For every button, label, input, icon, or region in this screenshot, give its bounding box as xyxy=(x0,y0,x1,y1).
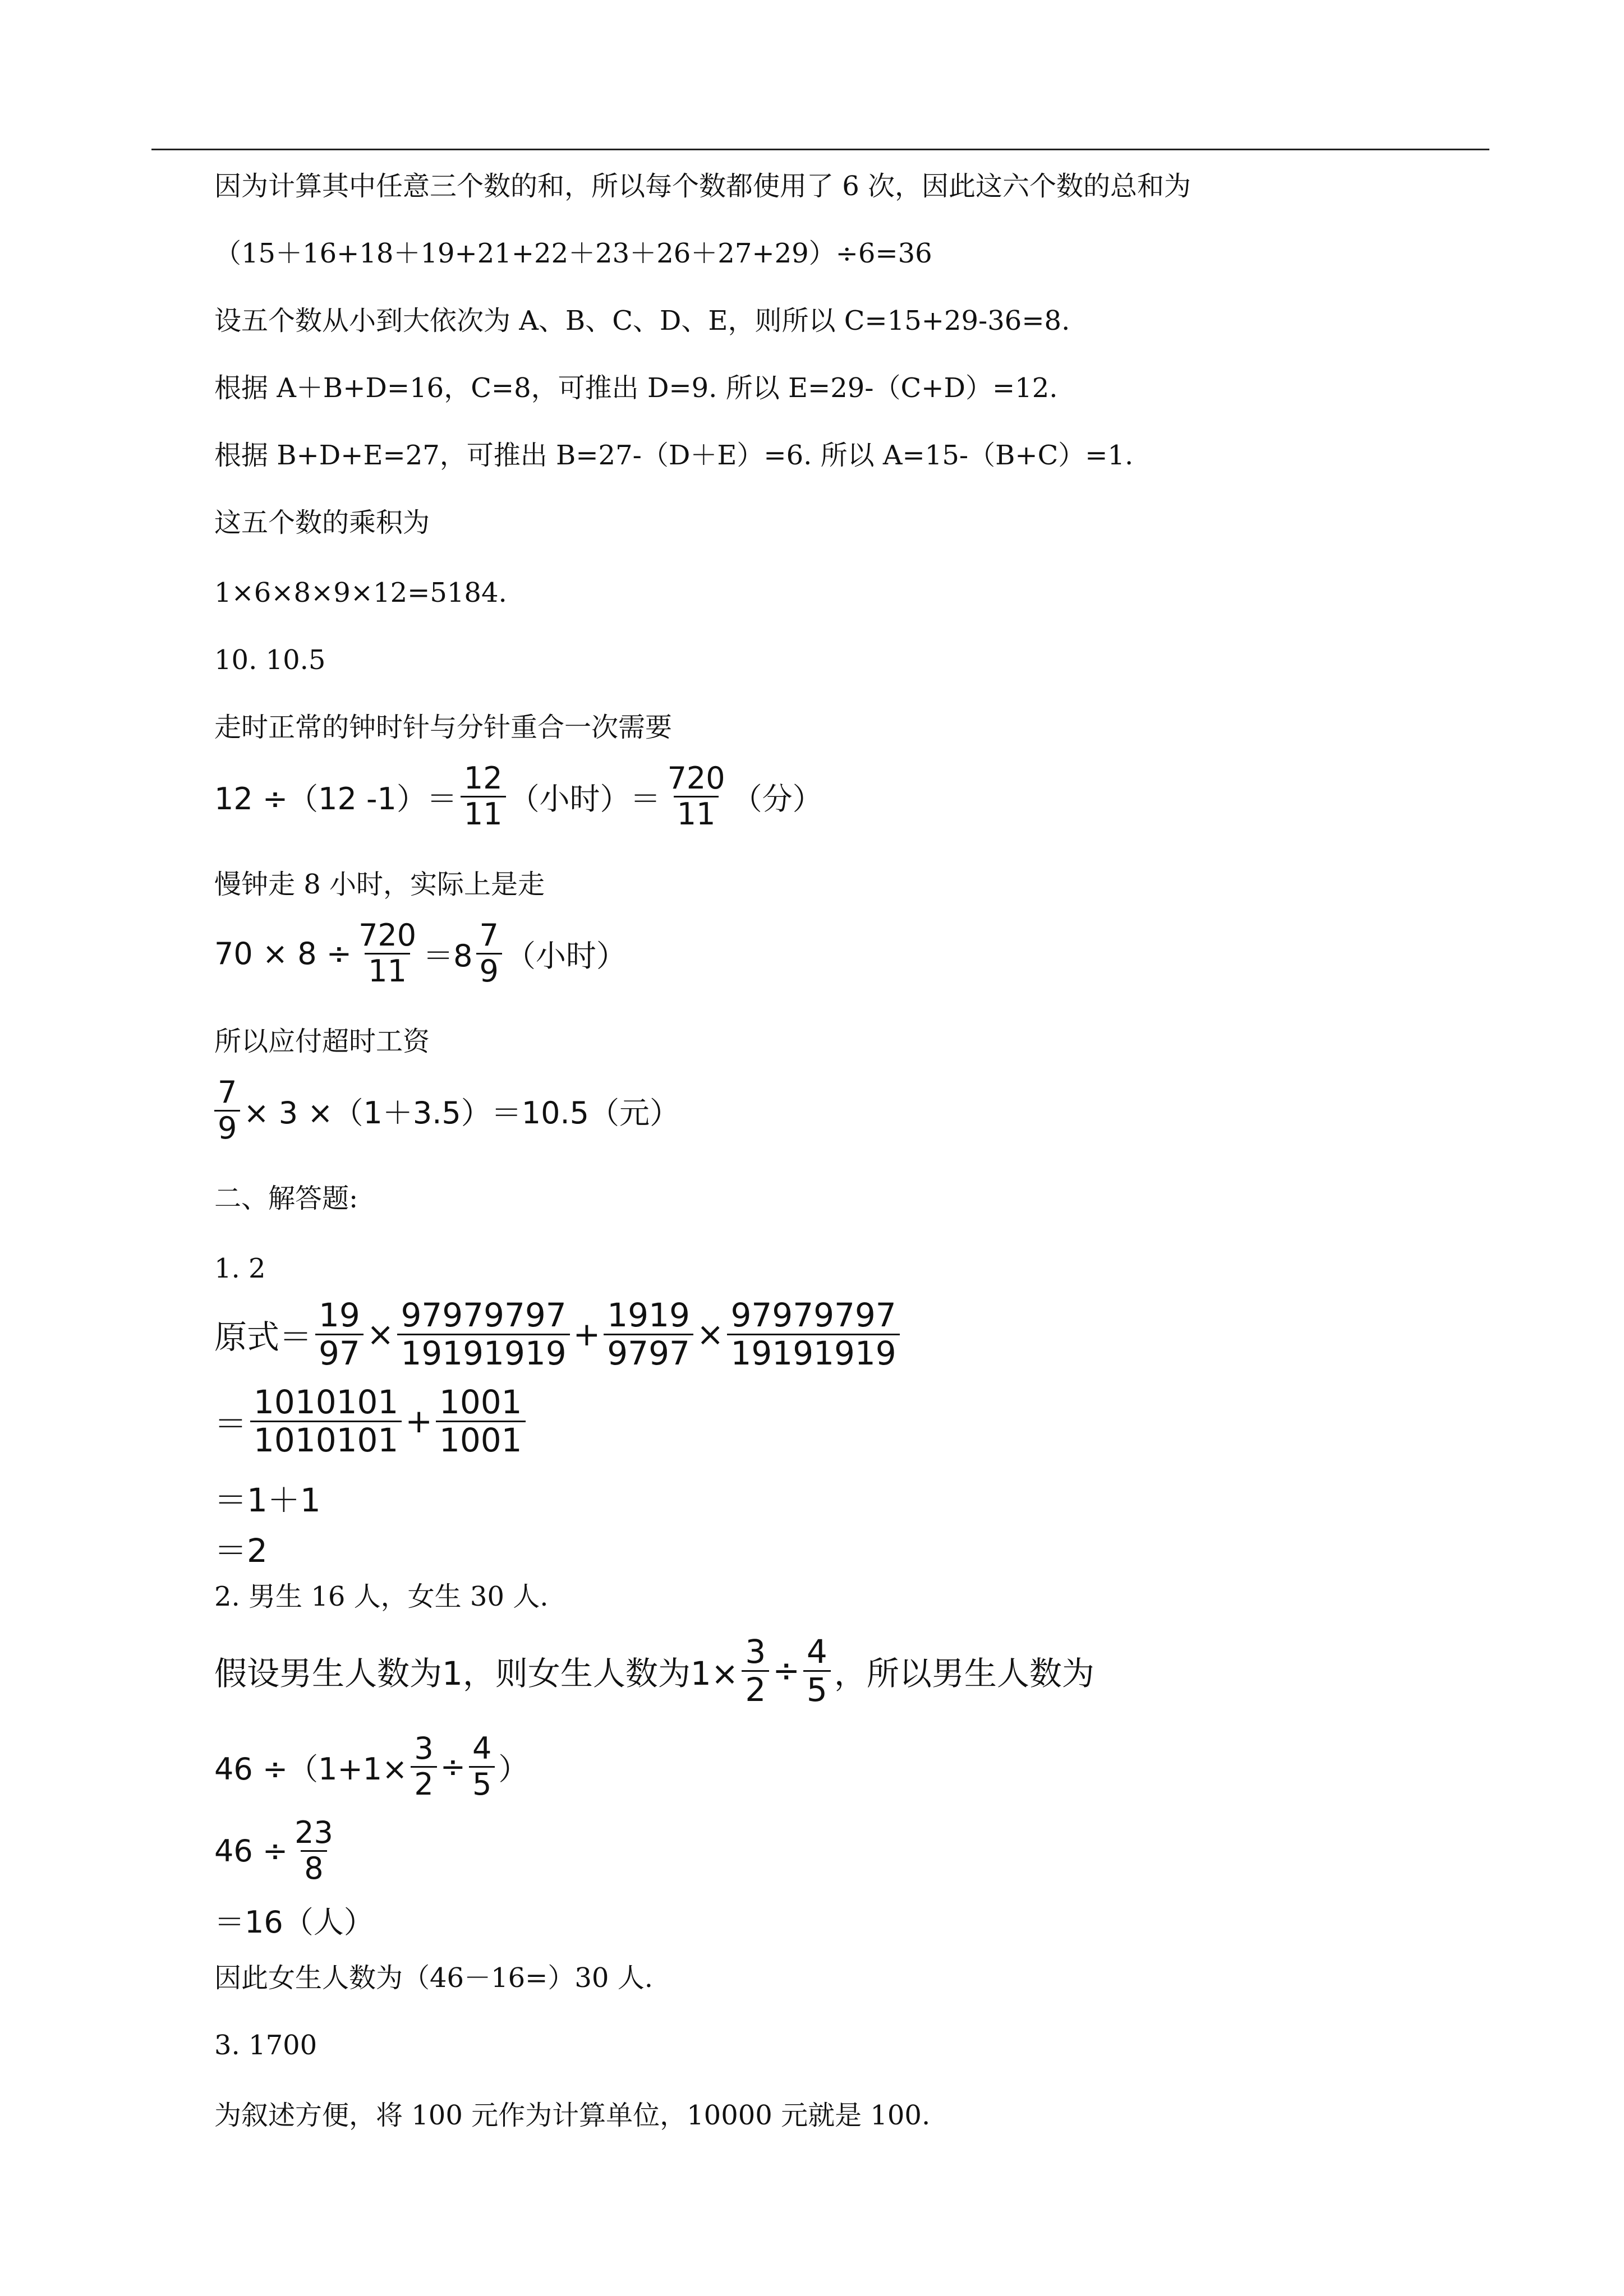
eq2-mixed-fraction xyxy=(476,920,502,987)
text-line-3: 设五个数从小到大依次为 A、B、C、D、E，则所以 C=15+29-36=8. xyxy=(214,305,1070,336)
eq5-fraction-2 xyxy=(436,1385,526,1458)
eq4-f3-denominator: 9797 xyxy=(604,1334,693,1371)
eq1-part-b: （小时）＝ xyxy=(509,781,661,817)
eq4-f1-denominator: 97 xyxy=(315,1334,364,1371)
equation-assumption xyxy=(214,1635,1094,1707)
eq2-part-c: （小时） xyxy=(505,938,627,974)
equation-simplified xyxy=(214,1385,529,1458)
eq9-fraction-1 xyxy=(411,1733,436,1800)
answer-number-2: 2. 男生 16 人，女生 30 人. xyxy=(214,1581,549,1612)
text-line-7: 1×6×8×9×12=5184. xyxy=(214,577,507,608)
eq4-f2-numerator: 97979797 xyxy=(401,1296,567,1334)
eq4-f1-numerator: 19 xyxy=(319,1296,360,1334)
equation-slow-clock xyxy=(214,920,627,987)
equation-result-two: ＝2 xyxy=(214,1532,268,1570)
text-line-10: 慢钟走 8 小时，实际上是走 xyxy=(214,869,545,900)
answer-number-3: 3. 1700 xyxy=(214,2030,318,2061)
eq9-part-b: ÷ xyxy=(440,1749,466,1785)
eq5-f1-denominator: 1010101 xyxy=(250,1421,402,1458)
eq4-f2-denominator: 19191919 xyxy=(397,1334,569,1371)
answer-number-10: 10. 10.5 xyxy=(214,644,326,676)
text-line-1: 因为计算其中任意三个数的和，所以每个数都使用了 6 次，因此这六个数的总和为 xyxy=(214,170,1191,202)
eq1-part-c: （分） xyxy=(732,781,823,817)
equation-clock-overlap xyxy=(214,760,823,832)
eq4-fraction-1 xyxy=(315,1298,364,1371)
eq9-f2-numerator: 4 xyxy=(472,1731,492,1766)
text-line-6: 这五个数的乘积为 xyxy=(214,507,430,538)
text-line-2: （15＋16+18＋19+21+22＋23＋26＋27+29）÷6=36 xyxy=(214,238,932,269)
text-line-5: 根据 B+D+E=27，可推出 B=27-（D＋E）=6. 所以 A=15-（B+C）=1. xyxy=(214,440,1134,471)
equation-original-expression xyxy=(214,1298,903,1371)
eq8-f2-denominator: 5 xyxy=(803,1670,831,1707)
eq9-f2-denominator: 5 xyxy=(469,1766,495,1801)
eq5-f2-denominator: 1001 xyxy=(436,1421,526,1458)
eq8-f1-denominator: 2 xyxy=(742,1670,769,1707)
eq5-plus: + xyxy=(405,1402,433,1441)
eq8-fraction-1 xyxy=(742,1635,769,1707)
eq3-fraction xyxy=(214,1077,240,1144)
eq8-part-b: ÷ xyxy=(772,1652,800,1690)
eq4-f3-numerator: 1919 xyxy=(607,1296,690,1334)
eq5-fraction-1 xyxy=(250,1385,402,1458)
eq4-fraction-4 xyxy=(727,1298,899,1371)
eq2-numerator: 720 xyxy=(358,918,417,953)
eq2-part-a: 70 × 8 ÷ xyxy=(214,935,352,971)
eq1-f1-numerator: 12 xyxy=(463,760,503,796)
eq2-denominator: 11 xyxy=(365,953,410,988)
eq10-numerator: 23 xyxy=(295,1815,333,1850)
eq4-f4-numerator: 97979797 xyxy=(730,1296,896,1334)
equation-boys-count xyxy=(214,1733,528,1800)
eq4-fraction-2 xyxy=(397,1298,569,1371)
equation-one-plus-one: ＝1＋1 xyxy=(214,1481,321,1519)
eq2-fraction xyxy=(355,920,420,987)
eq2-mixed-numerator: 7 xyxy=(479,918,499,953)
eq1-fraction-1 xyxy=(461,760,506,832)
eq4-f4-denominator: 19191919 xyxy=(727,1334,899,1371)
eq10-denominator: 8 xyxy=(301,1850,326,1885)
eq1-f1-denominator: 11 xyxy=(461,796,506,831)
equation-result-sixteen: ＝16（人） xyxy=(214,1905,374,1940)
eq1-f2-denominator: 11 xyxy=(674,796,719,831)
text-line-15: 因此女生人数为（46－16=）30 人. xyxy=(214,1962,653,1994)
eq4-plus: + xyxy=(573,1315,601,1354)
eq3-numerator: 7 xyxy=(218,1075,237,1110)
eq4-part-a: 原式＝ xyxy=(214,1318,312,1357)
equation-divide xyxy=(214,1817,340,1884)
eq9-f1-denominator: 2 xyxy=(411,1766,436,1801)
equation-overtime-pay xyxy=(214,1077,680,1144)
eq3-part-b: × 3 ×（1＋3.5）＝10.5（元） xyxy=(243,1095,680,1131)
eq8-part-a: 假设男生人数为1，则女生人数为1× xyxy=(214,1654,739,1693)
text-line-11: 所以应付超时工资 xyxy=(214,1026,430,1057)
eq4-times-1: × xyxy=(366,1315,394,1354)
section-heading: 二、解答题: xyxy=(214,1183,358,1214)
eq5-f1-numerator: 1010101 xyxy=(254,1383,399,1421)
eq9-f1-numerator: 3 xyxy=(414,1731,434,1766)
eq2-mixed-denominator: 9 xyxy=(476,953,502,988)
eq10-fraction xyxy=(291,1817,337,1884)
eq9-fraction-2 xyxy=(469,1733,495,1800)
eq9-part-a: 46 ÷（1+1× xyxy=(214,1751,408,1787)
eq4-times-2: × xyxy=(696,1315,724,1354)
text-line-4: 根据 A＋B+D=16，C=8，可推出 D=9. 所以 E=29-（C+D）=12. xyxy=(214,372,1058,404)
text-line-17: 为叙述方便，将 100 元作为计算单位，10000 元就是 100. xyxy=(214,2100,931,2131)
eq4-fraction-3 xyxy=(604,1298,693,1371)
eq8-fraction-2 xyxy=(803,1635,831,1707)
eq1-fraction-2 xyxy=(664,760,729,832)
eq9-part-c: ） xyxy=(498,1751,529,1787)
eq3-denominator: 9 xyxy=(214,1110,240,1145)
eq5-part-a: ＝ xyxy=(214,1405,247,1444)
eq10-part-a: 46 ÷ xyxy=(214,1833,288,1869)
eq8-f1-numerator: 3 xyxy=(745,1633,766,1671)
eq8-f2-numerator: 4 xyxy=(806,1633,827,1671)
eq1-f2-numerator: 720 xyxy=(667,760,725,796)
eq8-part-c: ，所以男生人数为 xyxy=(834,1654,1094,1693)
eq5-f2-numerator: 1001 xyxy=(439,1383,522,1421)
text-line-9: 走时正常的钟时针与分针重合一次需要 xyxy=(214,712,673,743)
eq2-part-b: ＝8 xyxy=(423,938,473,974)
eq1-part-a: 12 ÷（12 -1）＝ xyxy=(214,781,457,817)
answer-number-1: 1. 2 xyxy=(214,1253,266,1284)
header-rule xyxy=(151,149,1489,150)
